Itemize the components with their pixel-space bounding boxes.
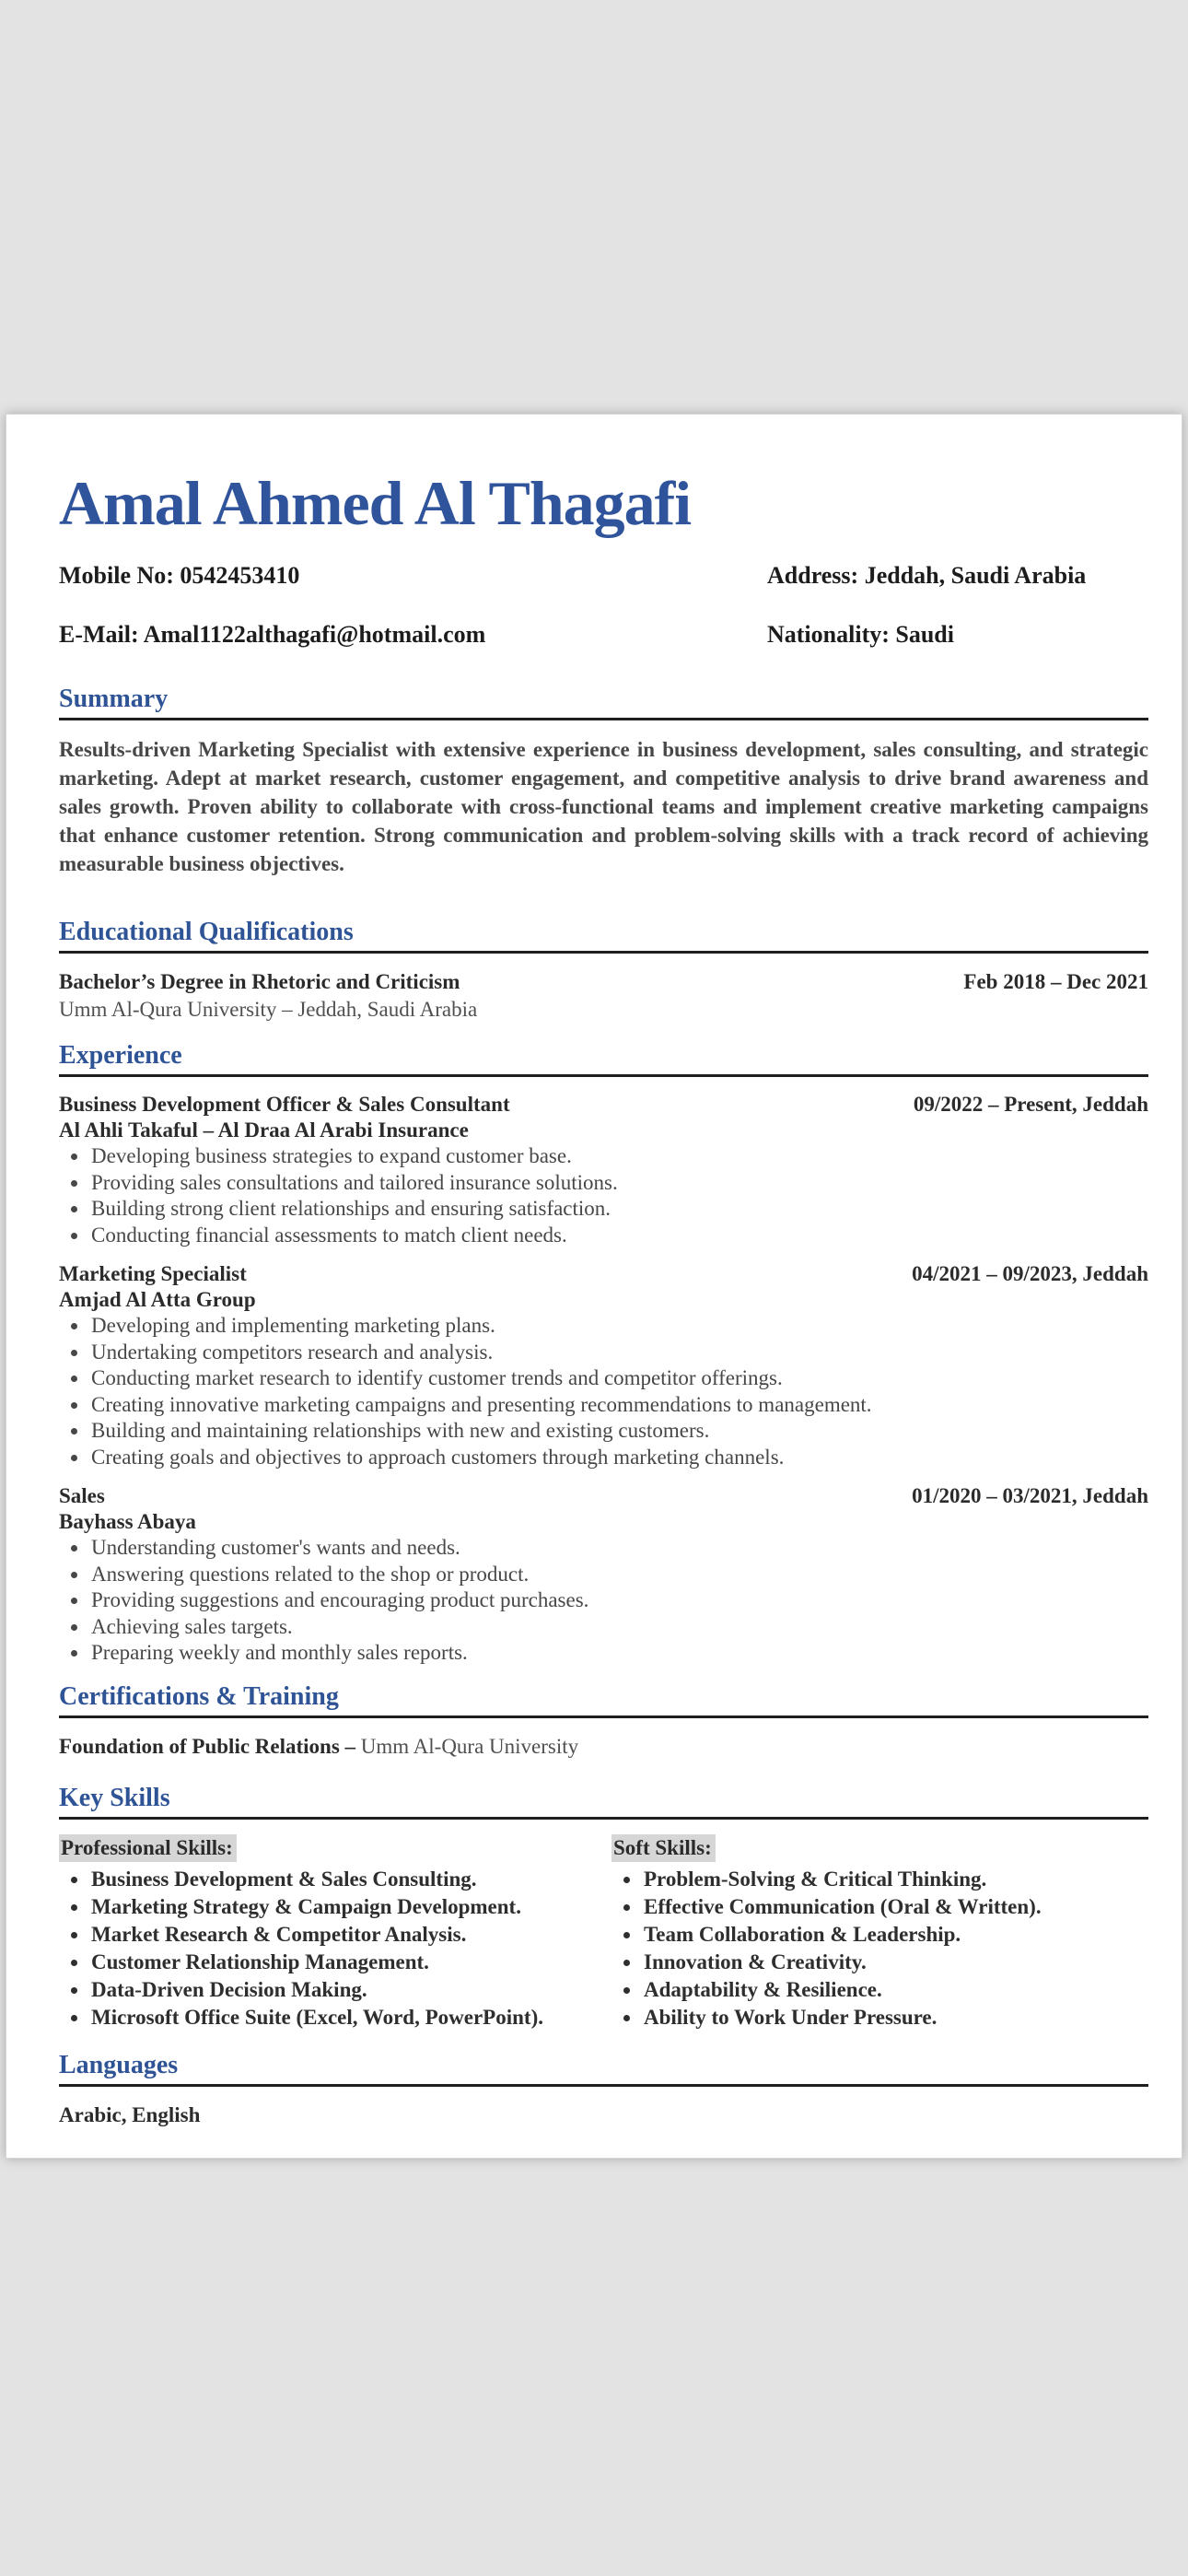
section-certifications — [59, 1681, 1148, 1761]
section-experience — [59, 1040, 1148, 1667]
page-title: Amal Ahmed Al Thagafi — [59, 468, 692, 538]
education-heading: Educational Qualifications — [59, 917, 1148, 954]
job-bullet: • Undertaking competitors research and analysis. — [89, 1340, 1148, 1366]
contact-row-2 — [59, 619, 1148, 650]
institution: Umm Al-Qura University – Jeddah, Saudi Arabia — [59, 998, 478, 1021]
email: E-Mail: Amal1122althagafi@hotmail.com — [59, 621, 486, 648]
languages-heading: Languages — [59, 2050, 1148, 2087]
skill-item: • Market Research & Competitor Analysis. — [89, 1921, 611, 1949]
job-header — [59, 1483, 1148, 1509]
key-skills-heading: Key Skills — [59, 1783, 1148, 1820]
skill-item: • Data-Driven Decision Making. — [89, 1976, 611, 2004]
job-header — [59, 1261, 1148, 1287]
summary-heading: Summary — [59, 684, 1148, 720]
section-education — [59, 917, 1148, 1024]
soft-skills-title: Soft Skills: — [611, 1834, 716, 1862]
skill-item: • Effective Communication (Oral & Written). — [642, 1893, 1148, 1921]
job-dates: 01/2020 – 03/2021, Jeddah — [912, 1484, 1148, 1507]
professional-skills-column — [59, 1834, 611, 2032]
nationality: Nationality: Saudi — [767, 621, 954, 648]
soft-skills-column — [611, 1834, 1148, 2032]
job-bullet: • Achieving sales targets. — [89, 1614, 1148, 1641]
job-company: Amjad Al Atta Group — [59, 1288, 256, 1311]
address: Address: Jeddah, Saudi Arabia — [767, 562, 1087, 589]
job-entry — [59, 1261, 1148, 1470]
section-summary — [59, 684, 1148, 878]
skill-item: • Innovation & Creativity. — [642, 1949, 1148, 1976]
job-bullet: • Preparing weekly and monthly sales reports. — [89, 1640, 1148, 1667]
mobile-number: Mobile No: 0542453410 — [59, 562, 300, 589]
job-bullet: • Developing and implementing marketing plans. — [89, 1313, 1148, 1340]
skill-item: • Microsoft Office Suite (Excel, Word, PowerPoint). — [89, 2004, 611, 2032]
certification-issuer: Umm Al-Qura University — [360, 1734, 579, 1758]
certifications-heading: Certifications & Training — [59, 1681, 1148, 1718]
job-header — [59, 1092, 1148, 1118]
summary-text: Results-driven Marketing Specialist with extensive experience in business development, sales consulting, and strategic marketing. Adept at market research, customer engagement, and competitive analysis to drive brand awareness and sales growth. Proven ability to collaborate with cross-functional teams and implement creative marketing campaigns that enhance customer retention. Strong communication and problem-solving skills with a track record of achieving measurable business objectives. — [59, 738, 1148, 875]
job-entry — [59, 1483, 1148, 1667]
skill-item: • Problem-Solving & Critical Thinking. — [642, 1866, 1148, 1893]
job-bullet: • Providing suggestions and encouraging product purchases. — [89, 1587, 1148, 1614]
skill-item: • Team Collaboration & Leadership. — [642, 1921, 1148, 1949]
job-bullet: • Providing sales consultations and tailored insurance solutions. — [89, 1170, 1148, 1197]
job-dates: 09/2022 – Present, Jeddah — [913, 1093, 1148, 1116]
contact-row-1 — [59, 560, 1148, 591]
skill-item: • Business Development & Sales Consulting. — [89, 1866, 611, 1893]
certification-title: Foundation of Public Relations – — [59, 1734, 356, 1758]
skill-item: • Adaptability & Resilience. — [642, 1976, 1148, 2004]
job-bullet: • Answering questions related to the shop or product. — [89, 1562, 1148, 1588]
job-bullet: • Conducting financial assessments to match client needs. — [89, 1223, 1148, 1249]
skill-item: • Customer Relationship Management. — [89, 1949, 611, 1976]
degree-dates: Feb 2018 – Dec 2021 — [963, 970, 1148, 993]
job-bullet-list — [59, 1313, 1148, 1470]
skill-item: • Marketing Strategy & Campaign Development. — [89, 1893, 611, 1921]
job-dates: 04/2021 – 09/2023, Jeddah — [912, 1262, 1148, 1285]
job-company: Bayhass Abaya — [59, 1510, 196, 1533]
job-bullet: • Building and maintaining relationships with new and existing customers. — [89, 1418, 1148, 1445]
section-key-skills — [59, 1783, 1148, 2032]
skill-item: • Ability to Work Under Pressure. — [642, 2004, 1148, 2032]
professional-skills-title: Professional Skills: — [59, 1834, 237, 1862]
job-bullet: • Building strong client relationships and ensuring satisfaction. — [89, 1196, 1148, 1223]
job-bullet-list — [59, 1143, 1148, 1248]
job-title: Business Development Officer & Sales Consultant — [59, 1093, 510, 1116]
education-entry — [59, 968, 1148, 996]
resume-page — [6, 414, 1182, 2159]
languages-list: Arabic, English — [59, 2102, 201, 2126]
job-title: Sales — [59, 1484, 105, 1507]
job-title: Marketing Specialist — [59, 1262, 247, 1285]
certification-entry — [59, 1733, 1148, 1761]
professional-skills-list — [59, 1866, 611, 2032]
job-bullet: • Creating goals and objectives to approach customers through marketing channels. — [89, 1445, 1148, 1471]
degree-title: Bachelor’s Degree in Rhetoric and Criticism — [59, 970, 460, 993]
job-bullet: • Understanding customer's wants and needs. — [89, 1535, 1148, 1562]
soft-skills-list — [611, 1866, 1148, 2032]
job-company: Al Ahli Takaful – Al Draa Al Arabi Insurance — [59, 1118, 469, 1142]
job-bullet: • Conducting market research to identify customer trends and competitor offerings. — [89, 1365, 1148, 1392]
job-bullet-list — [59, 1535, 1148, 1667]
job-bullet: • Developing business strategies to expand customer base. — [89, 1143, 1148, 1170]
job-bullet: • Creating innovative marketing campaigns and presenting recommendations to management. — [89, 1392, 1148, 1419]
experience-heading: Experience — [59, 1040, 1148, 1077]
job-entry — [59, 1092, 1148, 1248]
section-languages — [59, 2050, 1148, 2129]
